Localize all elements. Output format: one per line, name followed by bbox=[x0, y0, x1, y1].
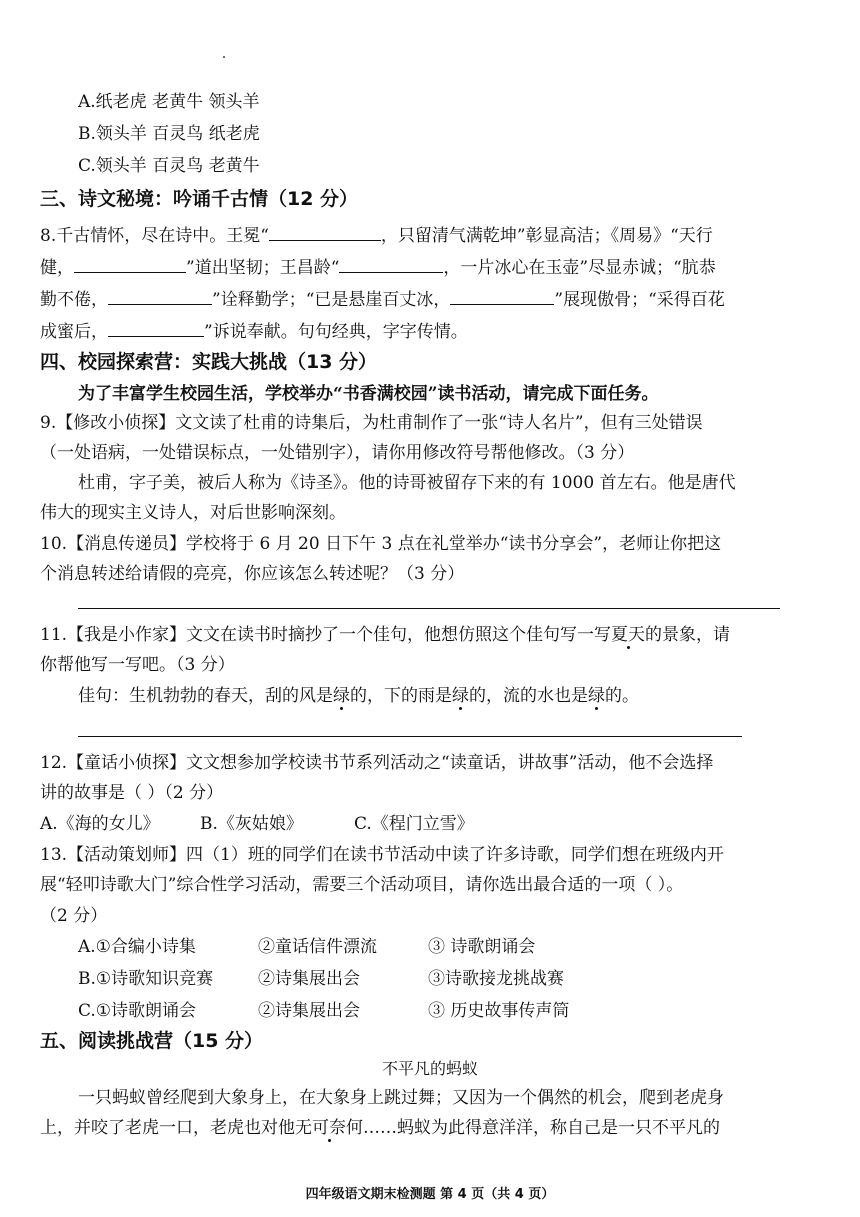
q7-option-a: A.纸老虎 老黄牛 领头羊 bbox=[78, 92, 260, 112]
q8-blank-2[interactable] bbox=[74, 254, 186, 273]
q12-option-a[interactable]: A.《海的女儿》 bbox=[40, 814, 160, 834]
q11-emphasis: 绿 bbox=[333, 686, 350, 706]
q11-text: 11.【我是小作家】文文在读书时摘抄了一个佳句，他想仿照这个佳句写一写 bbox=[40, 625, 612, 645]
q8-text: ”道出坚韧；王昌龄“ bbox=[186, 258, 340, 278]
q8-blank-3[interactable] bbox=[339, 254, 443, 273]
q12-option-c[interactable]: C.《程门立雪》 bbox=[354, 814, 474, 834]
q8-line-4 bbox=[40, 318, 824, 344]
q8-line-2 bbox=[40, 254, 824, 280]
q11-emphasis: 绿 bbox=[452, 686, 469, 706]
passage-emphasis: 无可奈何 bbox=[295, 1118, 363, 1138]
section-4-title: 四、校园探索营：实践大挑战（13 分） bbox=[40, 351, 378, 373]
q13-item: ②诗集展出会 bbox=[258, 1001, 360, 1021]
passage-text: ……蚂蚁为此得意洋洋，称自己是一只不平凡的 bbox=[363, 1118, 720, 1138]
q12-line-1: 12.【童话小侦探】文文想参加学校读书节系列活动之“读童话，讲故事”活动，他不会选择 bbox=[40, 753, 714, 773]
section-5-title: 五、阅读挑战营（15 分） bbox=[40, 1030, 264, 1052]
q8-blank-5[interactable] bbox=[450, 286, 554, 305]
q11-emphasis: 夏天 bbox=[611, 625, 646, 645]
q8-text: 8.千古情怀，尽在诗中。王冕“ bbox=[40, 226, 269, 246]
q9-line-2: （一处语病，一处错误标点，一处错别字），请你用修改符号帮他修改。（3 分） bbox=[40, 443, 635, 463]
q8-text: 成蜜后， bbox=[40, 322, 108, 342]
q11-answer-line[interactable] bbox=[78, 736, 742, 737]
q8-text: ，只留清气满乾坤”彰显高洁；《周易》“天行 bbox=[380, 226, 713, 246]
q11-line-2: 你帮他写一写吧。（3 分） bbox=[40, 655, 235, 675]
q13-line-3: （2 分） bbox=[40, 906, 108, 926]
q9-line-1: 9.【修改小侦探】文文读了杜甫的诗集后，为杜甫制作了一张“诗人名片”，但有三处错误 bbox=[40, 413, 703, 433]
q12-option-b[interactable]: B.《灰姑娘》 bbox=[200, 814, 303, 834]
q8-text: 勤不倦， bbox=[40, 290, 108, 310]
q8-line-3 bbox=[40, 286, 824, 312]
q13-line-2: 展“轻叩诗歌大门”综合性学习活动，需要三个活动项目，请你选出最合适的一项（ ）。 bbox=[40, 875, 684, 895]
q11-text: 佳句：生机勃勃的春天，刮的风是 bbox=[78, 686, 333, 706]
q13-item: ③ 诗歌朗诵会 bbox=[428, 937, 536, 957]
q10-line-2: 个消息转述给请假的亮亮，你应该怎么转述呢？（3 分） bbox=[40, 564, 465, 584]
q11-emphasis: 绿 bbox=[588, 686, 605, 706]
q13-item: ③ 历史故事传声筒 bbox=[428, 1001, 570, 1021]
q11-text: 的，流的水也是 bbox=[469, 686, 588, 706]
q10-line-1: 10.【消息传递员】学校将于 6 月 20 日下午 3 点在礼堂举办“读书分享会”，老师让你把这 bbox=[40, 534, 722, 554]
q11-text: 的景象，请 bbox=[645, 625, 731, 645]
q7-option-b: B.领头羊 百灵鸟 纸老虎 bbox=[78, 124, 260, 144]
q8-text: ”展现傲骨；“采得百花 bbox=[554, 290, 725, 310]
q7-option-c: C.领头羊 百灵鸟 老黄牛 bbox=[78, 156, 260, 176]
q11-example-sentence bbox=[78, 684, 824, 708]
passage-text: 上，并咬了老虎一口，老虎也对他 bbox=[40, 1118, 295, 1138]
q11-line-1 bbox=[40, 623, 824, 647]
scan-speck bbox=[223, 56, 225, 58]
q10-answer-line[interactable] bbox=[78, 608, 780, 609]
passage-line-1: 一只蚂蚁曾经爬到大象身上，在大象身上跳过舞；又因为一个偶然的机会，爬到老虎身 bbox=[78, 1088, 724, 1108]
passage-title: 不平凡的蚂蚁 bbox=[381, 1059, 478, 1078]
q8-text: 健， bbox=[40, 258, 74, 278]
page-footer: 四年级语文期末检测题 第 4 页（共 4 页） bbox=[305, 1187, 555, 1202]
q8-text: ”诠释勤学；“已是悬崖百丈冰， bbox=[212, 290, 451, 310]
q8-blank-6[interactable] bbox=[108, 318, 204, 337]
q13-item: A.①合编小诗集 bbox=[78, 937, 196, 957]
q9-passage-line-1: 杜甫，字子美，被后人称为《诗圣》。他的诗哥被留存下来的有 1000 首左右。他是唐代 bbox=[78, 473, 736, 493]
q8-line-1 bbox=[40, 222, 824, 248]
q8-text: ”诉说奉献。句句经典，字字传情。 bbox=[204, 322, 468, 342]
q13-item: ②童话信件漂流 bbox=[258, 937, 377, 957]
q9-passage-line-2: 伟大的现实主义诗人，对后世影响深刻。 bbox=[40, 503, 346, 523]
q8-blank-1[interactable] bbox=[269, 222, 381, 241]
q13-line-1: 13.【活动策划师】四（1）班的同学们在读书节活动中读了许多诗歌，同学们想在班级内开 bbox=[40, 845, 724, 865]
q11-text: 的，下的雨是 bbox=[350, 686, 452, 706]
q13-item: ③诗歌接龙挑战赛 bbox=[428, 969, 564, 989]
section-3-title: 三、诗文秘境：吟诵千古情（12 分） bbox=[40, 188, 359, 210]
q11-text: 的。 bbox=[605, 686, 639, 706]
q13-item: B.①诗歌知识竞赛 bbox=[78, 969, 214, 989]
q13-item: ②诗集展出会 bbox=[258, 969, 360, 989]
section-4-intro: 为了丰富学生校园生活，学校举办“书香满校园”读书活动，请完成下面任务。 bbox=[78, 384, 659, 404]
q13-item: C.①诗歌朗诵会 bbox=[78, 1001, 197, 1021]
passage-line-2 bbox=[40, 1116, 824, 1140]
q8-text: ，一片冰心在玉壶”尽显赤诚；“肮恭 bbox=[443, 258, 716, 278]
q8-blank-4[interactable] bbox=[108, 286, 212, 305]
q12-line-2: 讲的故事是（ ）（2 分） bbox=[40, 783, 224, 803]
